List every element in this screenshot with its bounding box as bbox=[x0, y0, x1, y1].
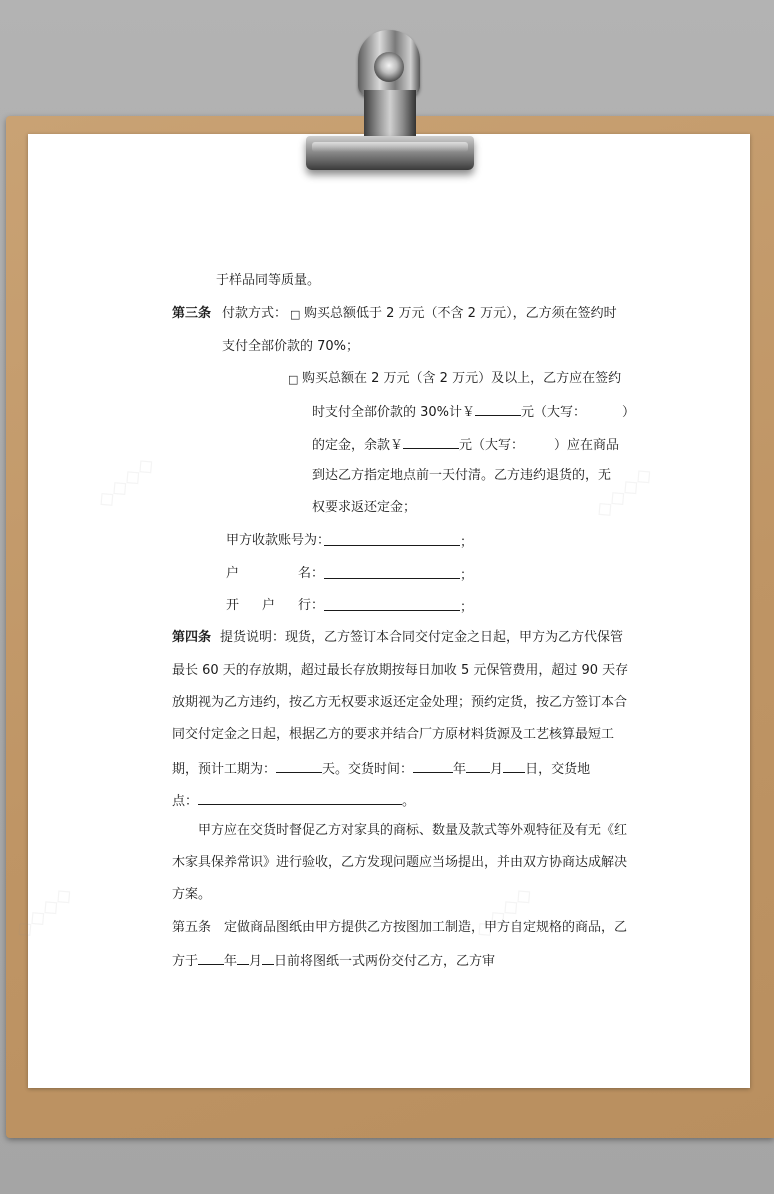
text-line: 同交付定金之日起，根据乙方的要求并结合厂方原材料货源及工艺核算最短工 bbox=[172, 727, 615, 742]
text-line: 最长 60 天的存放期，超过最长存放期按每日加收 5 元保管费用，超过 90 天存 bbox=[172, 663, 629, 678]
text-line: 方于 年 月 日前将图纸一式两份交付乙方，乙方审 bbox=[172, 954, 496, 969]
text-line: 购买总额在 2 万元（含 2 万元）及以上，乙方应在签约 bbox=[302, 371, 622, 386]
text-line: 权要求返还定金； bbox=[312, 500, 417, 515]
blank-field bbox=[466, 760, 490, 773]
text-line: 点： 。 bbox=[172, 794, 416, 809]
blank-field bbox=[475, 403, 521, 416]
bank-label: 开 bbox=[226, 598, 240, 613]
account-field: ； bbox=[324, 533, 473, 551]
blank-field bbox=[237, 952, 249, 965]
watermark: ◇◇◇◇ bbox=[9, 881, 78, 944]
blank-field bbox=[198, 952, 224, 965]
watermark: ◇◇◇◇ bbox=[469, 881, 538, 944]
text-line: 方案。 bbox=[172, 887, 212, 902]
article-3-text: 付款方式： bbox=[222, 306, 288, 321]
text-line: 期，预计工期为： 天。交货时间： 年 月 日，交货地 bbox=[172, 762, 591, 777]
blank-field bbox=[276, 760, 322, 773]
text-line: 的定金，余款￥ 元（大写： ）应在商品 bbox=[312, 438, 620, 453]
text-line: 甲方应在交货时督促乙方对家具的商标、数量及款式等外观特征及有无《红 bbox=[198, 823, 628, 838]
blank-field bbox=[403, 436, 459, 449]
watermark: ◇◇◇◇ bbox=[589, 461, 658, 524]
name-field: ； bbox=[324, 566, 473, 584]
account-label: 甲方收款账号为： bbox=[226, 533, 331, 548]
checkbox-option-2[interactable]: □ bbox=[288, 373, 299, 386]
blank-field bbox=[503, 760, 525, 773]
checkbox-option-1[interactable]: □ bbox=[290, 308, 301, 321]
text-line: 时支付全部价款的 30%计￥ 元（大写： ） bbox=[312, 405, 636, 420]
text-line: 支付全部价款的 70%； bbox=[222, 339, 360, 354]
text-line: 提货说明：现货，乙方签订本合同交付定金之日起，甲方为乙方代保管 bbox=[220, 630, 624, 645]
blank-field bbox=[413, 760, 453, 773]
name-label: 名： bbox=[298, 566, 325, 581]
text-line: 放期视为乙方违约，按乙方无权要求返还定金处理；预约定货，按乙方签订本合 bbox=[172, 695, 628, 710]
name-label: 户 bbox=[226, 566, 240, 581]
bank-label: 行： bbox=[298, 598, 325, 613]
watermark: ◇◇◇◇ bbox=[91, 451, 160, 514]
bank-label: 户 bbox=[262, 598, 276, 613]
blank-field bbox=[262, 952, 274, 965]
article-4-title: 第四条 bbox=[172, 630, 212, 645]
blank-field bbox=[198, 792, 402, 805]
text-line: 于样品同等质量。 bbox=[216, 273, 321, 288]
article-5-line: 第五条 定做商品图纸由甲方提供乙方按图加工制造，甲方自定规格的商品，乙 bbox=[172, 920, 628, 935]
text-line: 木家具保养常识》进行验收，乙方发现问题应当场提出，并由双方协商达成解决 bbox=[172, 855, 628, 870]
text-line: 购买总额低于 2 万元（不含 2 万元），乙方须在签约时 bbox=[304, 306, 617, 321]
article-3-title: 第三条 bbox=[172, 306, 212, 321]
text-line: 到达乙方指定地点前一天付清。乙方违约退货的，无 bbox=[312, 468, 612, 483]
bank-field: ； bbox=[324, 598, 473, 616]
